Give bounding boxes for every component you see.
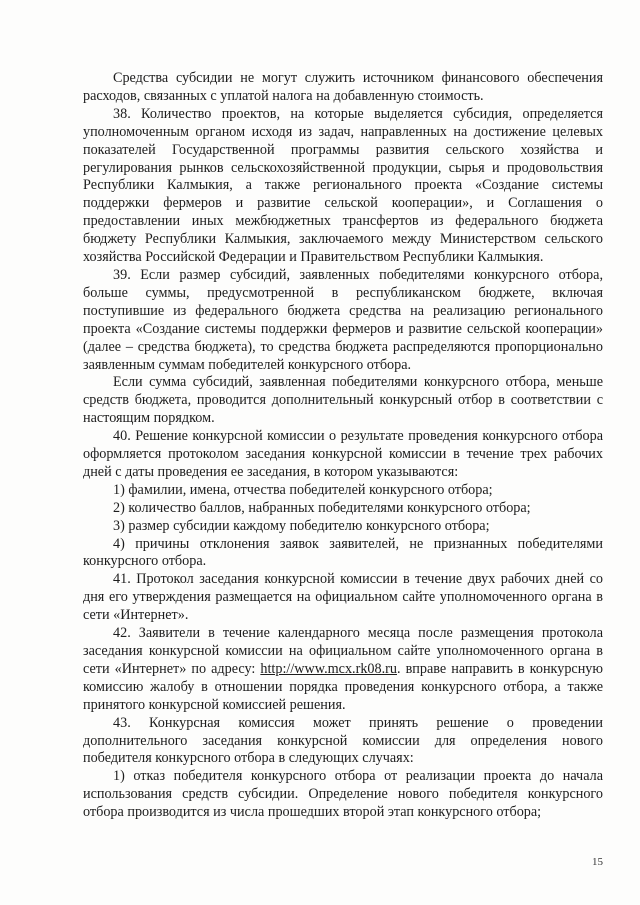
paragraph-40: 40. Решение конкурсной комиссии о результате проведения конкурсного отбора оформляется протоколом заседания конкурсной комиссии в течение трех рабочих дней с даты проведения ее заседания, в котором указываются: (83, 428, 603, 480)
page-number: 15 (592, 856, 603, 868)
paragraph-41: 41. Протокол заседания конкурсной комиссии в течение двух рабочих дней со дня его утверждения размещается на официальном сайте уполномоченного органа в сети «Интернет». (83, 571, 603, 624)
list-item-40-1: 1) фамилии, имена, отчества победителей конкурсного отбора; (113, 481, 493, 498)
paragraph-42-text-end: . вправе направить в конкурсную комиссию жалобу в отношении порядка проведения конкурсного отбора, а также принятого конкурсной комиссией решения. (83, 660, 603, 713)
ministry-website-link[interactable]: http://www.mcx.rk08.ru (260, 660, 397, 677)
paragraph-38: 38. Количество проектов, на которые выделяется субсидия, определяется уполномоченным органом исходя из задач, направленных на достижение целевых показателей Государственной программы развития сельского хозяйства и регулирования рынков сельскохозяйственной продукции, сырья и продовольствия Республики Калмыкия, а также регионального проекта «Создание системы поддержки фермеров и развитие сельской кооперации», и Соглашения о предоставлении иных межбюджетных трансфертов из федерального бюджета бюджету Республики Калмыкия, заключаемого между Министерством сельского хозяйства Российской Федерации и Правительством Республики Калмыкия. (83, 105, 603, 266)
document-body (83, 70, 603, 822)
list-item-43-1: 1) отказ победителя конкурсного отбора от реализации проекта до начала использования средств субсидии. Определение нового победителя конкурсного отбора производится из числа прошедших второй этап конкурсного отбора; (83, 768, 603, 821)
paragraph-subsidy-vat: Средства субсидии не могут служить источником финансового обеспечения расходов, связанных с уплатой налога на добавленную стоимость. (83, 70, 603, 104)
list-item-40-4: 4) причины отклонения заявок заявителей, не признанных победителями конкурсного отбора. (83, 535, 603, 570)
paragraph-42 (83, 625, 603, 715)
paragraph-39-additional: Если сумма субсидий, заявленная победителями конкурсного отбора, меньше средств бюджета, проводится дополнительный конкурсный отбор в соответствии с настоящим порядком. (83, 374, 603, 427)
list-item-40-2: 2) количество баллов, набранных победителями конкурсного отбора; (113, 499, 531, 516)
paragraph-39: 39. Если размер субсидий, заявленных победителями конкурсного отбора, больше суммы, предусмотренной в республиканском бюджете, включая поступившие из федерального бюджета средства на реализацию регионального проекта «Создание системы поддержки фермеров и развитие сельской кооперации» (далее – средства бюджета), то средства бюджета распределяются пропорционально заявленным суммам победителей конкурсного отбора. (83, 266, 603, 373)
paragraph-42-text-start: 42. Заявители в течение календарного месяца после размещения протокола заседания конкурсной комиссии на официальном сайте уполномоченного органа в сети «Интернет» по адресу: (83, 625, 603, 677)
paragraph-43: 43. Конкурсная комиссия может принять решение о проведении дополнительного заседания конкурсной комиссии для определения нового победителя конкурсного отбора в следующих случаях: (83, 714, 603, 767)
list-item-40-3: 3) размер субсидии каждому победителю конкурсного отбора; (113, 517, 490, 534)
